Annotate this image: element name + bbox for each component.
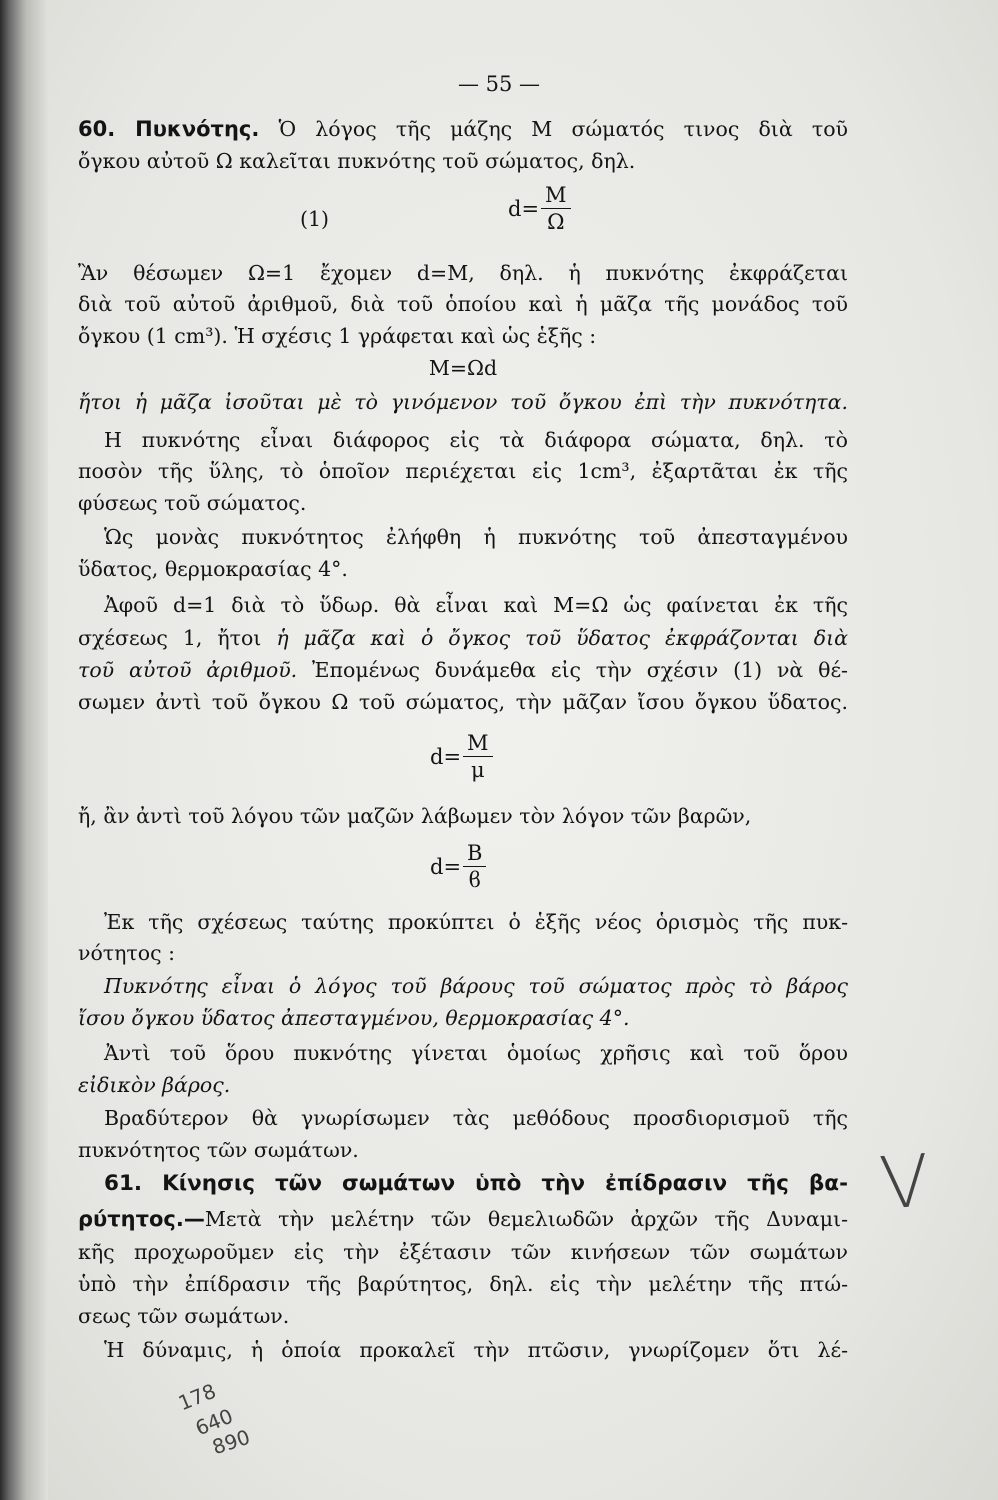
paragraph-line: Ἀντὶ τοῦ ὅρου πυκνότης γίνεται ὁμοίως χρῆσις καὶ τοῦ ὅρου <box>104 1041 848 1065</box>
definition-line: ἴσου ὄγκου ὕδατος ἀπεσταγμένου, θερμοκρασίας 4°. <box>78 1006 630 1030</box>
section-61-title: 61. Κίνησις τῶν σωμάτων ὑπὸ τὴν ἐπίδρασιν τῆς βα- <box>104 1171 848 1196</box>
paragraph-line: πυκνότητος τῶν σωμάτων. <box>78 1138 359 1162</box>
paragraph-line: εἰδικὸν βάρος. <box>78 1073 231 1097</box>
formula-density-2 <box>430 730 493 783</box>
formula-mass: M=Ωd <box>428 356 498 380</box>
formula-density-3 <box>430 840 486 893</box>
formula-denominator: μ <box>470 758 485 782</box>
handwritten-note: 890 <box>209 1424 253 1460</box>
formula-denominator: ϐ <box>468 868 481 892</box>
paragraph-line: ρύτητος.—Μετὰ τὴν μελέτην τῶν θεμελιωδῶν ἀρχῶν τῆς Δυναμι- <box>78 1207 848 1231</box>
paragraph-line: 60. Πυκνότης. Ὁ λόγος τῆς μάζης M σώματός τινος διὰ τοῦ <box>78 117 848 141</box>
book-binding-shadow <box>0 0 48 1500</box>
formula-lhs: d= <box>508 196 540 221</box>
formula-numerator: B <box>463 840 486 867</box>
paragraph-line: Η πυκνότης εἶναι διάφορος εἰς τὰ διάφορα σώματα, δηλ. τὸ <box>104 428 848 452</box>
paragraph-line: ἤτοι ἡ μᾶζα ἰσοῦται μὲ τὸ γινόμενον τοῦ ὄγκου ἐπὶ τὴν πυκνότητα. <box>78 390 848 414</box>
handwritten-check-mark: V <box>877 1138 933 1226</box>
paragraph-line: σχέσεως 1, ἤτοι ἡ μᾶζα καὶ ὁ ὄγκος τοῦ ὕδατος ἐκφράζονται διὰ <box>78 626 848 650</box>
paragraph-line: ὑπὸ τὴν ἐπίδρασιν τῆς βαρύτητος, δηλ. εἰς τὴν μελέτην τῆς πτώ- <box>78 1272 848 1296</box>
paragraph-line: νότητος : <box>78 941 176 965</box>
paragraph-line: διὰ τοῦ αὐτοῦ ἀριθμοῦ, διὰ τοῦ ὁποίου καὶ ἡ μᾶζα τῆς μονάδος τοῦ <box>78 292 848 316</box>
paragraph-line: Ἀφοῦ d=1 διὰ τὸ ὕδωρ. θὰ εἶναι καὶ M=Ω ὡς φαίνεται ἐκ τῆς <box>104 593 848 617</box>
paragraph-line: Ἡ δύναμις, ἡ ὁποία προκαλεῖ τὴν πτῶσιν, γνωρίζομεν ὅτι λέ- <box>104 1338 848 1362</box>
formula-numerator: M <box>541 182 571 209</box>
paragraph-line: ποσὸν τῆς ὕλης, τὸ ὁποῖον περιέχεται εἰς 1cm³, ἐξαρτᾶται ἐκ τῆς <box>78 459 848 483</box>
paragraph-line: φύσεως τοῦ σώματος. <box>78 491 307 515</box>
paragraph-line: κῆς προχωροῦμεν εἰς τὴν ἐξέτασιν τῶν κινήσεων τῶν σωμάτων <box>78 1240 848 1264</box>
formula-lhs: d= <box>430 854 462 879</box>
formula-numerator: M <box>463 730 493 757</box>
paragraph-line: ὄγκου αὐτοῦ Ω καλεῖται πυκνότης τοῦ σώματος, δηλ. <box>78 149 636 173</box>
handwritten-note: 640 <box>191 1403 237 1441</box>
paragraph-line: ὕδατος, θερμοκρασίας 4°. <box>78 557 348 581</box>
page-number: — 55 — <box>457 72 541 96</box>
paragraph-line: Ἂν θέσωμεν Ω=1 ἔχομεν d=M, δηλ. ἡ πυκνότης ἐκφράζεται <box>78 261 848 285</box>
paragraph-line: σεως τῶν σωμάτων. <box>78 1304 290 1328</box>
paragraph-line: ὄγκου (1 cm³). Ἡ σχέσις 1 γράφεται καὶ ὡς ἑξῆς : <box>78 324 597 348</box>
formula-density-1 <box>508 182 571 235</box>
paragraph-line: Ἐκ τῆς σχέσεως ταύτης προκύπτει ὁ ἑξῆς νέος ὁρισμὸς τῆς πυκ- <box>104 910 848 934</box>
formula-denominator: Ω <box>547 210 565 234</box>
paragraph-line: Βραδύτερον θὰ γνωρίσωμεν τὰς μεθόδους προσδιορισμοῦ τῆς <box>104 1106 848 1130</box>
paragraph-line: ἤ, ἂν ἀντὶ τοῦ λόγου τῶν μαζῶν λάβωμεν τὸν λόγον τῶν βαρῶν, <box>78 804 752 828</box>
paragraph-line: Ὡς μονὰς πυκνότητος ἐλήφθη ἡ πυκνότης τοῦ ἀπεσταγμένου <box>104 525 848 549</box>
handwritten-note: 178 <box>174 1378 220 1416</box>
paragraph-line: τοῦ αὐτοῦ ἀριθμοῦ. Ἐπομένως δυνάμεθα εἰς τὴν σχέσιν (1) νὰ θέ- <box>78 658 848 682</box>
definition-line: Πυκνότης εἶναι ὁ λόγος τοῦ βάρους τοῦ σώματος πρὸς τὸ βάρος <box>104 974 848 998</box>
paragraph-line: σωμεν ἀντὶ τοῦ ὄγκου Ω τοῦ σώματος, τὴν μᾶζαν ἴσου ὄγκου ὕδατος. <box>78 690 848 714</box>
section-60-title: 60. Πυκνότης. <box>78 117 260 141</box>
formula-lhs: d= <box>430 744 462 769</box>
equation-label: (1) <box>300 207 330 231</box>
